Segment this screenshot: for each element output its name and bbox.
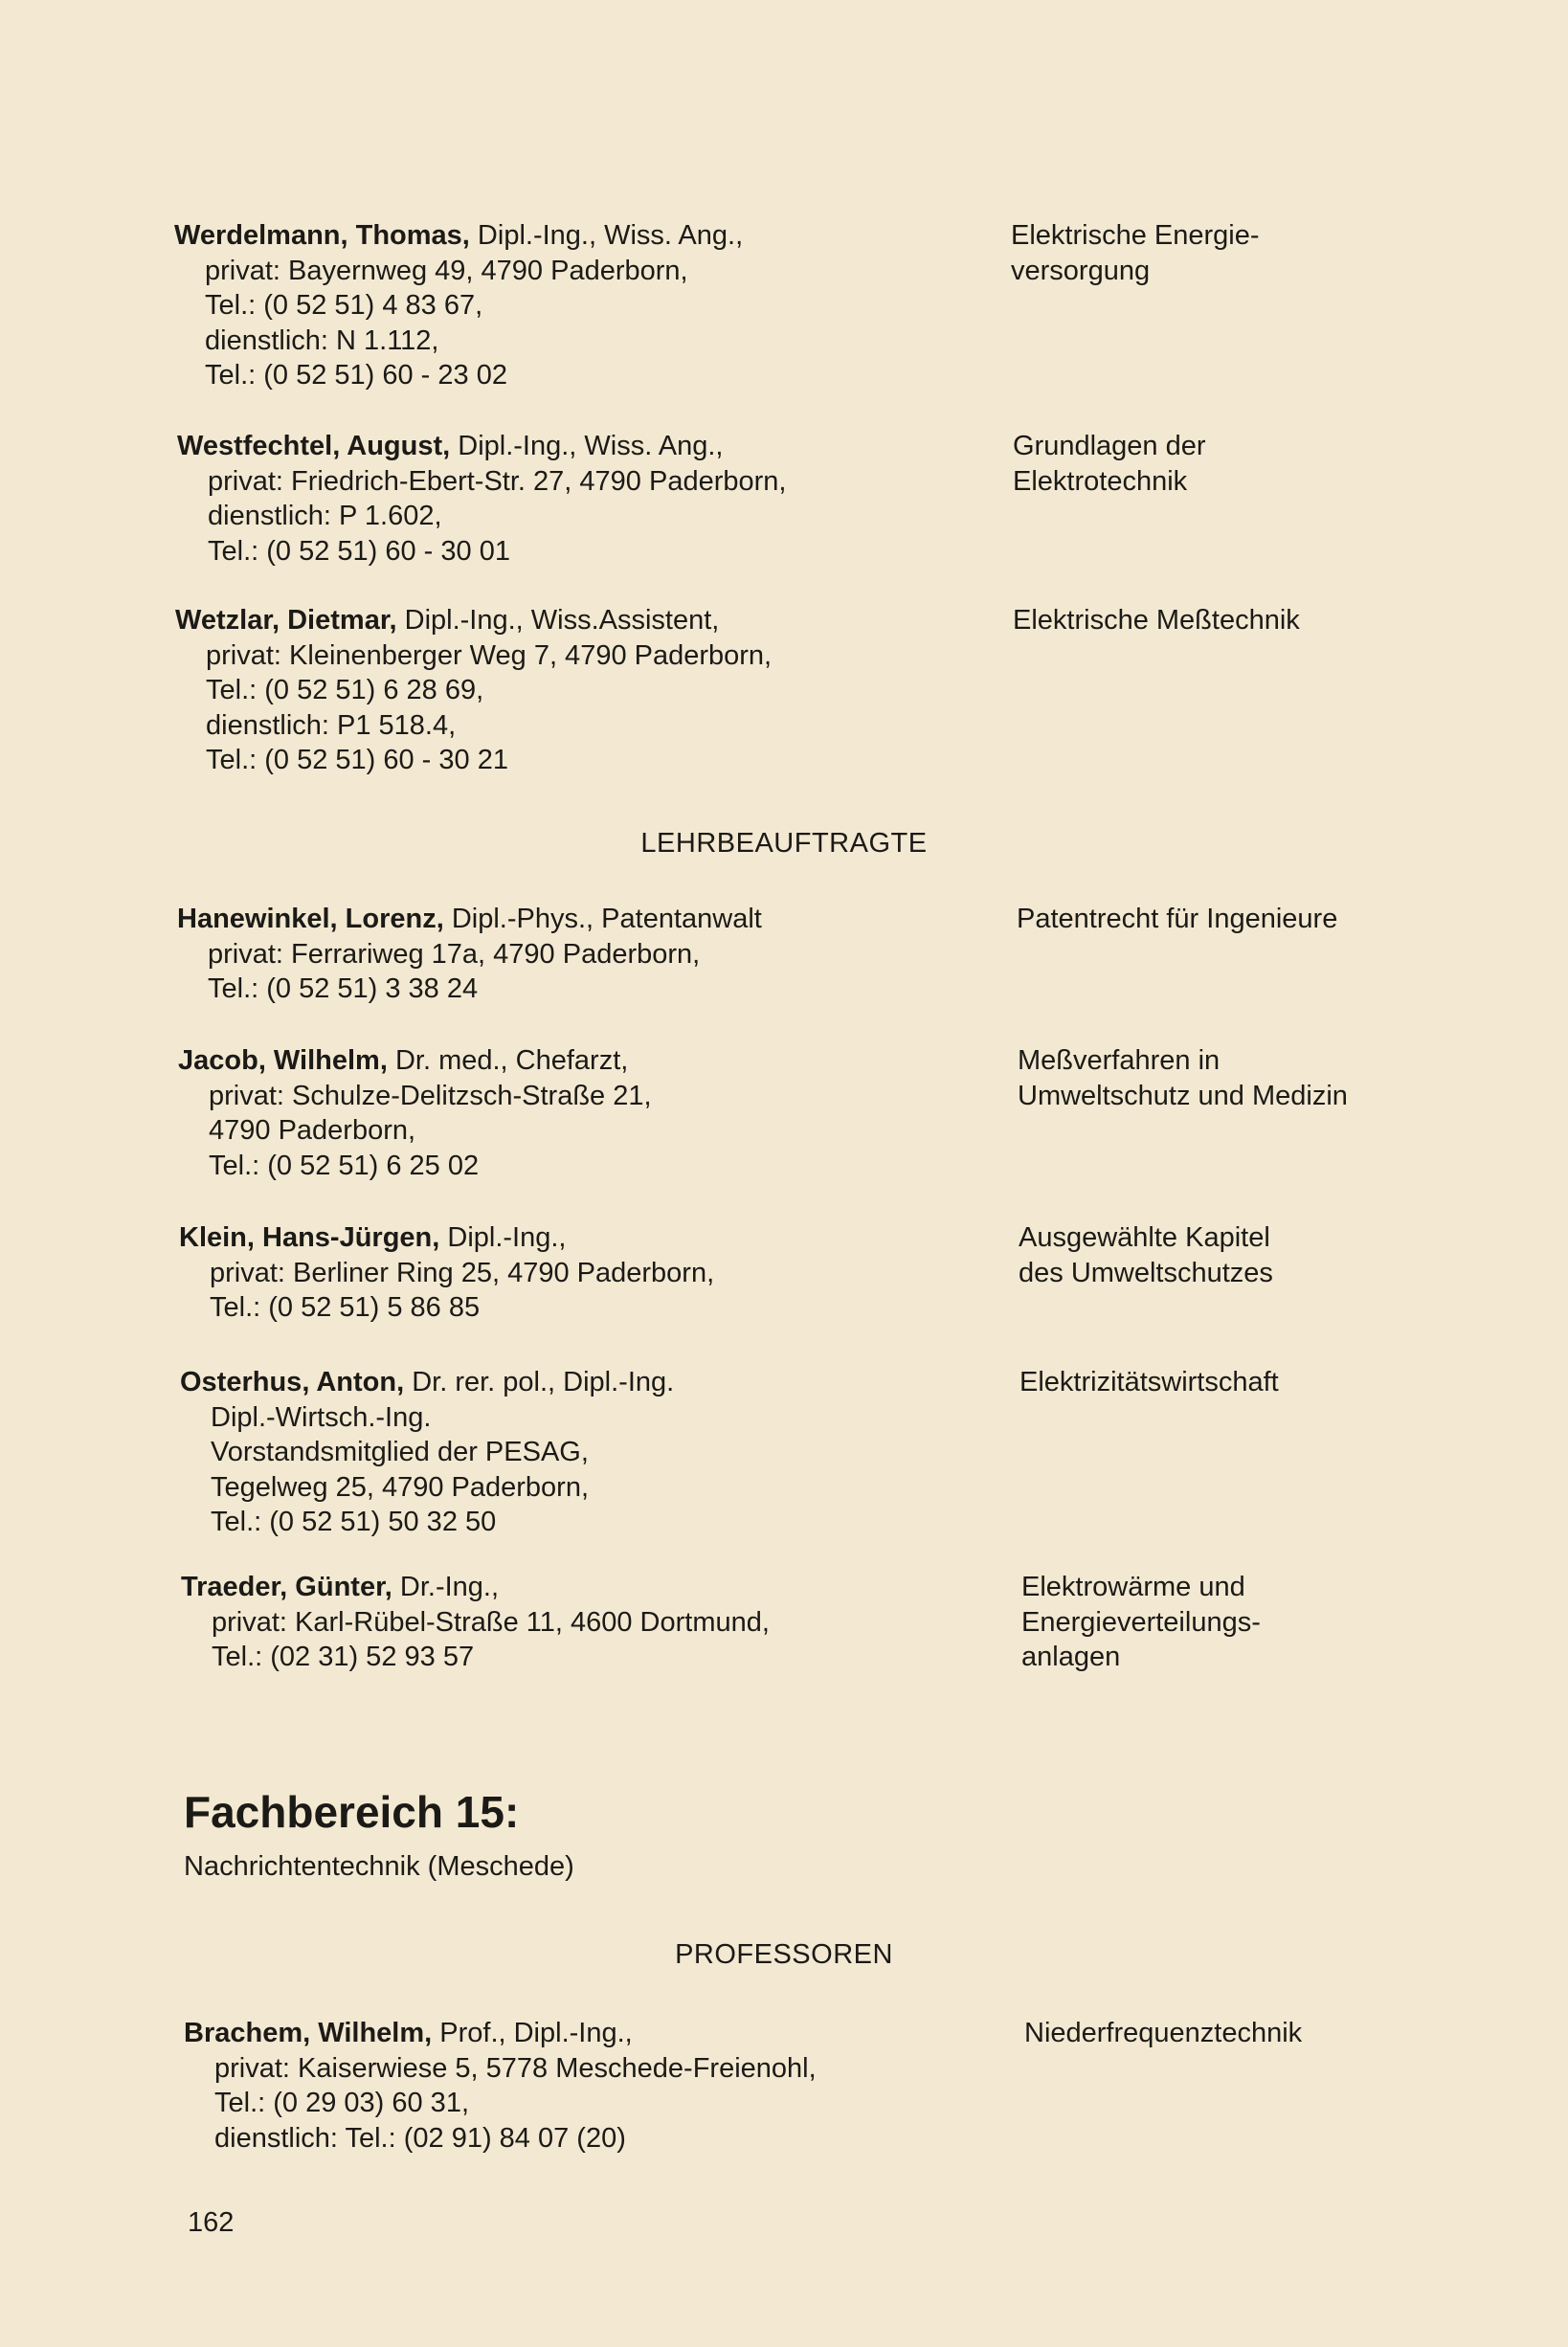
subject-line: Grundlagen der bbox=[1013, 431, 1206, 461]
entry-contact-line: Tel.: (0 29 03) 60 31, bbox=[214, 2088, 469, 2118]
person-name: Traeder, Günter, bbox=[181, 1572, 392, 1602]
entry-contact-line: dienstlich: N 1.112, bbox=[205, 324, 439, 356]
person-title: Dr. rer. pol., Dipl.-Ing. bbox=[404, 1367, 675, 1397]
entry-name-line bbox=[175, 603, 998, 638]
person-name: Osterhus, Anton, bbox=[180, 1367, 405, 1397]
entry-contact-line: Tel.: (0 52 51) 5 86 85 bbox=[210, 1292, 481, 1323]
entry-contact-line: privat: Friedrich-Ebert-Str. 27, 4790 Paderborn, bbox=[208, 465, 787, 497]
entry-contact-line: Tel.: (0 52 51) 6 28 69, bbox=[206, 675, 484, 705]
entry-contact bbox=[174, 218, 997, 393]
fachbereich-title: Fachbereich 15: bbox=[184, 1787, 520, 1837]
entry-contact-line: privat: Berliner Ring 25, 4790 Paderborn, bbox=[210, 1257, 715, 1288]
subject-line: Meßverfahren in bbox=[1018, 1045, 1221, 1076]
entry-name-line bbox=[181, 1570, 1004, 1605]
entry-name-line bbox=[177, 429, 1000, 464]
entry-subject bbox=[1019, 1220, 1516, 1290]
person-name: Westfechtel, August, bbox=[177, 431, 451, 461]
subject-line: Elektrische Meßtechnik bbox=[1013, 605, 1300, 636]
entry-contact-line: privat: Bayernweg 49, 4790 Paderborn, bbox=[205, 255, 688, 286]
section-heading-professoren: PROFESSOREN bbox=[675, 1939, 893, 1970]
subject-line: Patentrecht für Ingenieure bbox=[1017, 904, 1338, 934]
entry-contact-line: Tel.: (0 52 51) 50 32 50 bbox=[211, 1507, 497, 1537]
entry-contact-line: Tel.: (0 52 51) 60 - 30 21 bbox=[206, 745, 508, 775]
entry-contact bbox=[177, 902, 1000, 1007]
entry-subject bbox=[1013, 429, 1511, 499]
entry-contact-line: Dipl.-Wirtsch.-Ing. bbox=[211, 1401, 432, 1433]
person-name: Werdelmann, Thomas, bbox=[174, 220, 470, 251]
person-name: Hanewinkel, Lorenz, bbox=[177, 904, 444, 934]
entry-contact-line: privat: Karl-Rübel-Straße 11, 4600 Dortmund, bbox=[212, 1606, 770, 1638]
entry-contact-line: Tel.: (0 52 51) 6 25 02 bbox=[209, 1150, 480, 1181]
entry-contact bbox=[175, 603, 998, 778]
entry-name-line bbox=[179, 1220, 1002, 1256]
subject-line: Umweltschutz und Medizin bbox=[1018, 1080, 1348, 1111]
entry-contact-line: dienstlich: P 1.602, bbox=[208, 501, 442, 531]
person-title: Dipl.-Ing., Wiss. Ang., bbox=[450, 431, 724, 461]
entry-contact bbox=[177, 429, 1000, 569]
subject-line: Elektrotechnik bbox=[1013, 465, 1188, 497]
entry-name-line bbox=[177, 902, 1000, 937]
entry-contact bbox=[181, 1570, 1004, 1675]
section-heading-lehrbeauftragte: LEHRBEAUFTRAGTE bbox=[640, 828, 928, 859]
entry-subject bbox=[1017, 902, 1514, 937]
entry-contact-line: privat: Kleinenberger Weg 7, 4790 Paderborn, bbox=[206, 639, 773, 671]
entry-contact-line: 4790 Paderborn, bbox=[209, 1115, 416, 1146]
entry-contact-line: Tel.: (0 52 51) 60 - 30 01 bbox=[208, 535, 510, 567]
entry-contact-line: dienstlich: Tel.: (02 91) 84 07 (20) bbox=[214, 2122, 626, 2154]
person-name: Klein, Hans-Jürgen, bbox=[179, 1222, 440, 1253]
entry-name-line bbox=[178, 1043, 1001, 1079]
entry-contact-line: dienstlich: P1 518.4, bbox=[206, 709, 457, 741]
entry-subject bbox=[1018, 1043, 1515, 1113]
entry-contact bbox=[178, 1043, 1001, 1183]
subject-line: Elektrische Energie- bbox=[1011, 220, 1260, 251]
person-title: Prof., Dipl.-Ing., bbox=[432, 2018, 633, 2048]
entry-contact-line: Tel.: (0 52 51) 4 83 67, bbox=[205, 290, 483, 321]
entry-name-line bbox=[180, 1365, 1003, 1400]
person-title: Dipl.-Ing., Wiss.Assistent, bbox=[396, 605, 720, 636]
person-name: Wetzlar, Dietmar, bbox=[175, 605, 397, 636]
person-title: Dr. med., Chefarzt, bbox=[387, 1045, 629, 1076]
entry-subject bbox=[1019, 1365, 1517, 1400]
person-title: Dr.-Ing., bbox=[392, 1572, 500, 1602]
person-title: Dipl.-Ing., Wiss. Ang., bbox=[469, 220, 744, 251]
subject-line: Niederfrequenztechnik bbox=[1024, 2018, 1303, 2048]
entry-subject bbox=[1011, 218, 1509, 288]
entry-contact-line: privat: Kaiserwiese 5, 5778 Meschede-Freienohl, bbox=[214, 2052, 817, 2084]
entry-subject bbox=[1024, 2016, 1522, 2051]
entry-contact-line: Tel.: (02 31) 52 93 57 bbox=[212, 1642, 475, 1672]
entry-contact bbox=[180, 1365, 1003, 1540]
entry-contact-line: Vorstandsmitglied der PESAG, bbox=[211, 1437, 589, 1467]
subject-line: Energieverteilungs- bbox=[1021, 1606, 1261, 1638]
subject-line: Ausgewählte Kapitel bbox=[1019, 1222, 1270, 1253]
subject-line: versorgung bbox=[1011, 255, 1151, 286]
entry-subject bbox=[1013, 603, 1511, 638]
entry-name-line bbox=[184, 2016, 1007, 2051]
entry-subject bbox=[1021, 1570, 1519, 1675]
subject-line: Elektrowärme und bbox=[1021, 1572, 1245, 1602]
subject-line: des Umweltschutzes bbox=[1019, 1257, 1273, 1288]
entry-contact-line: Tel.: (0 52 51) 3 38 24 bbox=[208, 973, 479, 1004]
entry-contact-line: privat: Schulze-Delitzsch-Straße 21, bbox=[209, 1080, 652, 1111]
subject-line: anlagen bbox=[1021, 1642, 1121, 1672]
entry-name-line bbox=[174, 218, 997, 254]
entry-contact-line: privat: Ferrariweg 17a, 4790 Paderborn, bbox=[208, 938, 701, 970]
person-title: Dipl.-Phys., Patentanwalt bbox=[443, 904, 762, 934]
fachbereich-subtitle: Nachrichtentechnik (Meschede) bbox=[184, 1851, 574, 1882]
entry-contact bbox=[179, 1220, 1002, 1326]
entry-contact-line: Tel.: (0 52 51) 60 - 23 02 bbox=[205, 360, 507, 391]
entry-contact-line: Tegelweg 25, 4790 Paderborn, bbox=[211, 1471, 590, 1503]
entry-contact bbox=[184, 2016, 1007, 2156]
person-name: Jacob, Wilhelm, bbox=[178, 1045, 388, 1076]
person-title: Dipl.-Ing., bbox=[439, 1222, 567, 1253]
person-name: Brachem, Wilhelm, bbox=[184, 2018, 433, 2048]
subject-line: Elektrizitätswirtschaft bbox=[1019, 1367, 1279, 1397]
page-number: 162 bbox=[188, 2207, 235, 2238]
